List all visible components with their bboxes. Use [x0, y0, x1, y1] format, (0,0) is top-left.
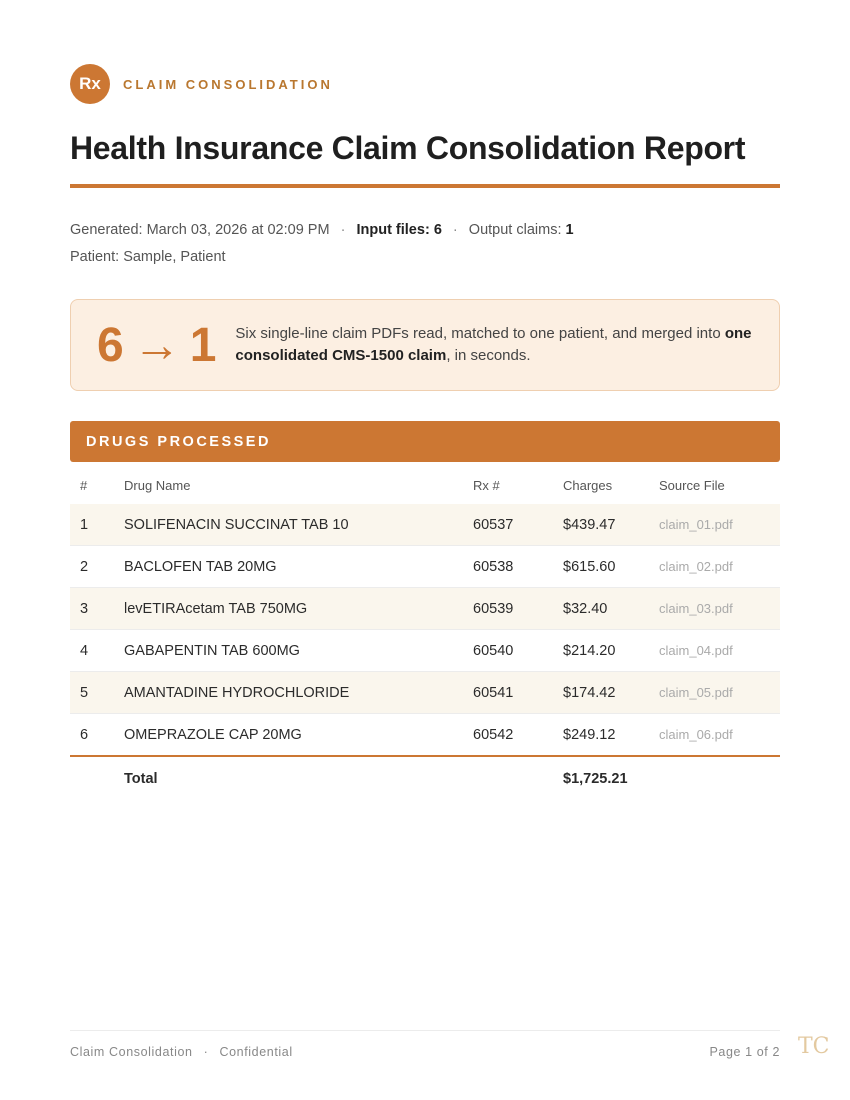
- output-count: 1: [189, 318, 218, 372]
- watermark-logo: TC: [798, 1034, 830, 1059]
- generated-timestamp: Generated: March 03, 2026 at 02:09 PM: [70, 222, 330, 238]
- input-files-label: Input files:: [356, 222, 430, 238]
- charges: $214.20: [563, 630, 659, 672]
- rx-number: 60538: [473, 546, 563, 588]
- source-file: claim_01.pdf: [659, 504, 780, 546]
- output-claims-value: 1: [565, 222, 574, 238]
- total-row: [70, 756, 780, 801]
- drug-name: levETIRAcetam TAB 750MG: [124, 588, 473, 630]
- table-row: [70, 504, 780, 546]
- report-meta: [70, 217, 574, 271]
- charges: $174.42: [563, 672, 659, 714]
- section-header-drugs: DRUGS PROCESSED: [70, 421, 780, 462]
- rx-number: 60541: [473, 672, 563, 714]
- source-file: claim_05.pdf: [659, 672, 780, 714]
- meta-separator: ·: [452, 222, 458, 238]
- col-header-drug-name: Drug Name: [124, 477, 191, 493]
- drug-name: BACLOFEN TAB 20MG: [124, 546, 473, 588]
- drugs-table: [70, 466, 780, 801]
- rx-number: 60537: [473, 504, 563, 546]
- rx-number: 60540: [473, 630, 563, 672]
- drug-name: OMEPRAZOLE CAP 20MG: [124, 714, 473, 757]
- title-divider: [70, 184, 780, 188]
- source-file: claim_06.pdf: [659, 714, 780, 757]
- footer-confidential: Confidential: [219, 1045, 293, 1059]
- page-number: Page 1 of 2: [709, 1045, 780, 1059]
- col-header-source-file: Source File: [659, 477, 725, 493]
- drug-name: GABAPENTIN TAB 600MG: [124, 630, 473, 672]
- table-row: [70, 630, 780, 672]
- summary-text: [235, 323, 765, 367]
- rx-number: 60539: [473, 588, 563, 630]
- summary-text-bold: one consolidated CMS-1500 claim: [235, 325, 752, 364]
- page-title: Health Insurance Claim Consolidation Report: [70, 130, 746, 166]
- input-files-value: 6: [433, 222, 442, 238]
- patient-name: Patient: Sample, Patient: [70, 249, 226, 265]
- drug-name: AMANTADINE HYDROCHLORIDE: [124, 672, 473, 714]
- meta-line-1: [70, 217, 574, 244]
- consolidation-ratio: [97, 318, 217, 373]
- footer-separator: ·: [203, 1045, 209, 1059]
- col-header-rx: Rx #: [473, 477, 500, 493]
- source-file: claim_04.pdf: [659, 630, 780, 672]
- charges: $32.40: [563, 588, 659, 630]
- source-file: claim_02.pdf: [659, 546, 780, 588]
- charges: $615.60: [563, 546, 659, 588]
- table-header-row: [70, 466, 780, 504]
- row-index: 5: [70, 672, 124, 714]
- arrow-icon: →: [132, 318, 182, 372]
- row-index: 2: [70, 546, 124, 588]
- total-label: Total: [124, 756, 473, 801]
- input-count: 6: [97, 318, 125, 372]
- col-header-index: #: [80, 477, 88, 493]
- rx-number: 60542: [473, 714, 563, 757]
- drug-name: SOLIFENACIN SUCCINAT TAB 10: [124, 504, 473, 546]
- row-index: 3: [70, 588, 124, 630]
- table-row: [70, 672, 780, 714]
- footer-left: [70, 1045, 293, 1059]
- consolidation-summary-card: [70, 299, 780, 391]
- summary-text-prefix: Six single-line claim PDFs read, matched to one patient, and merged into: [235, 325, 721, 342]
- footer-app-name: Claim Consolidation: [70, 1045, 193, 1059]
- footer-divider: [70, 1030, 780, 1031]
- table-row: [70, 588, 780, 630]
- table-row: [70, 546, 780, 588]
- output-claims-label: Output claims:: [468, 222, 562, 238]
- source-file: claim_03.pdf: [659, 588, 780, 630]
- row-index: 6: [70, 714, 124, 757]
- col-header-charges: Charges: [563, 477, 613, 493]
- charges: $249.12: [563, 714, 659, 757]
- brand-name: CLAIM CONSOLIDATION: [123, 76, 333, 92]
- table-row: [70, 714, 780, 757]
- report-header: [70, 63, 333, 105]
- charges: $439.47: [563, 504, 659, 546]
- total-value: $1,725.21: [563, 756, 659, 801]
- meta-separator: ·: [340, 222, 346, 238]
- row-index: 4: [70, 630, 124, 672]
- rx-logo: Rx: [70, 64, 110, 104]
- row-index: 1: [70, 504, 124, 546]
- summary-text-suffix: , in seconds.: [446, 347, 531, 364]
